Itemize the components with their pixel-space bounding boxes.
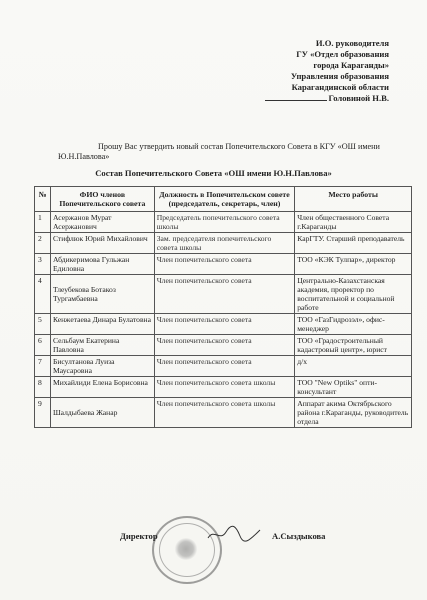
member-name: Абдикеримова Гульжан Едиловна: [50, 254, 154, 275]
member-name: Кенжетаева Динара Булатовна: [50, 314, 154, 335]
addressee-block: [239, 38, 389, 104]
member-workplace: Центрально-Казахстанская академия, проректор по воспитательной и социальной работе: [295, 275, 412, 314]
member-role: Член попечительского совета школы: [154, 398, 295, 428]
member-workplace: д/х: [295, 356, 412, 377]
row-number: 7: [35, 356, 51, 377]
table-row: [35, 233, 412, 254]
member-role: Член попечительского совета: [154, 314, 295, 335]
addressee-name: Головиной Н.В.: [328, 93, 389, 103]
table-row: [35, 314, 412, 335]
row-number: 6: [35, 335, 51, 356]
row-number: 1: [35, 212, 51, 233]
member-workplace: Член общественного Совета г.Караганды: [295, 212, 412, 233]
member-workplace: ТОО "New Optiks" опти-консультант: [295, 377, 412, 398]
member-workplace: ТОО «Градостроительный кадастровый центр», юрист: [295, 335, 412, 356]
table-row: [35, 275, 412, 314]
addressee-line: И.О. руководителя: [315, 38, 389, 48]
table-row: [35, 335, 412, 356]
document-title: Состав Попечительского Совета «ОШ имени Ю.Н.Павлова»: [95, 168, 332, 178]
row-number: 3: [35, 254, 51, 275]
member-name: Шалдыбаева Жанар: [50, 398, 154, 428]
table-row: [35, 377, 412, 398]
header-number: №: [35, 187, 51, 212]
member-role: Член попечительского совета: [154, 275, 295, 314]
addressee-line: Карагандинской области: [291, 82, 389, 92]
signature-position: Директор: [120, 531, 158, 541]
members-table: [34, 186, 412, 428]
header-name: ФИО членов Попечительского совета: [50, 187, 154, 212]
member-role: Член попечительского совета: [154, 356, 295, 377]
signature-blank: [265, 100, 327, 101]
member-name: Асержанов Мурат Асержанович: [50, 212, 154, 233]
member-name: Тлеубекова Ботакоз Тургамбаевна: [50, 275, 154, 314]
header-role: Должность в Попечительском совете (председатель, секретарь, член): [154, 187, 295, 212]
table-row: [35, 356, 412, 377]
addressee-line: Управления образования: [290, 71, 389, 81]
member-name: Стифлюк Юрий Михайлович: [50, 233, 154, 254]
row-number: 8: [35, 377, 51, 398]
member-role: Член попечительского совета школы: [154, 377, 295, 398]
row-number: 4: [35, 275, 51, 314]
member-workplace: Аппарат акима Октябрьского района г.Караганды, руководитель отдела: [295, 398, 412, 428]
member-role: Член попечительского совета: [154, 335, 295, 356]
member-role: Член попечительского совета: [154, 254, 295, 275]
member-name: Сельбаум Екатерина Павловна: [50, 335, 154, 356]
member-workplace: ТОО «ГазГидрозэл», офис-менеджер: [295, 314, 412, 335]
addressee-signature-line: [239, 93, 389, 104]
table-row: [35, 212, 412, 233]
member-workplace: ТОО «КЭК Тулпар», директор: [295, 254, 412, 275]
row-number: 2: [35, 233, 51, 254]
member-workplace: КарГТУ. Старший преподаватель: [295, 233, 412, 254]
signature-name: А.Сыздыкова: [272, 531, 326, 541]
member-role: Председатель попечительского совета школы: [154, 212, 295, 233]
addressee-line: ГУ «Отдел образования: [296, 49, 389, 59]
table-row: [35, 254, 412, 275]
member-name: Бисултанова Луиза Маусаровна: [50, 356, 154, 377]
row-number: 5: [35, 314, 51, 335]
member-role: Зам. председателя попечительского совета школы: [154, 233, 295, 254]
addressee-line: города Караганды»: [313, 60, 389, 70]
table-header-row: [35, 187, 412, 212]
table-row: [35, 398, 412, 428]
row-number: 9: [35, 398, 51, 428]
header-workplace: Место работы: [295, 187, 412, 212]
member-name: Михайлиди Елена Борисовна: [50, 377, 154, 398]
handwritten-signature: [206, 524, 262, 544]
request-text: Прошу Вас утвердить новый состав Попечительского Совета в КГУ «ОШ имени Ю.Н.Павлова»: [58, 142, 380, 161]
